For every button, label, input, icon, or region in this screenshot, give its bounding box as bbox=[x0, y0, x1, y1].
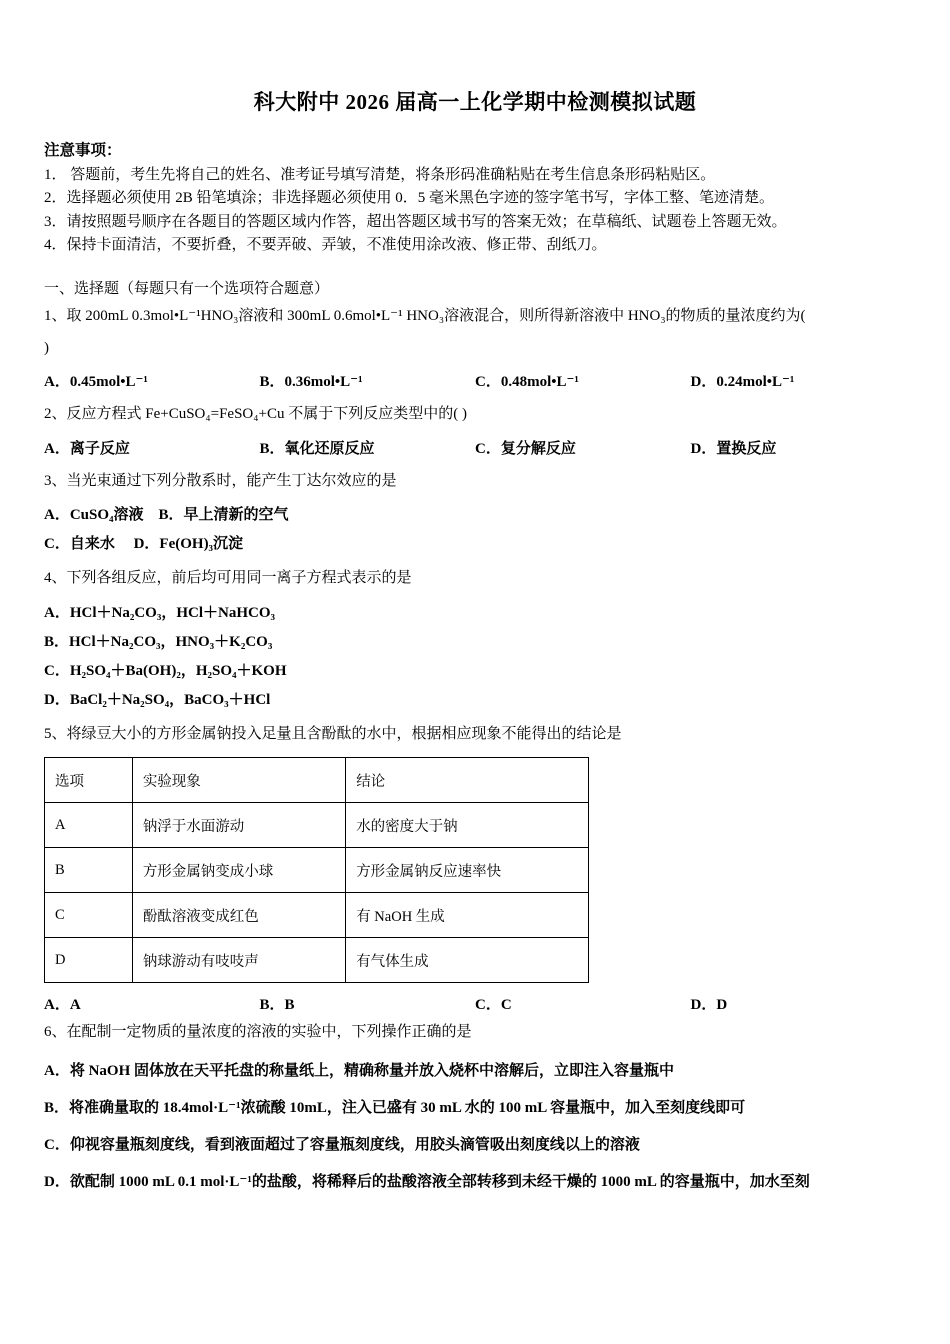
table-row bbox=[45, 803, 589, 848]
question-6-option-a[interactable]: A．将 NaOH 固体放在天平托盘的称量纸上，精确称量并放入烧杯中溶解后，立即注入容量瓶中 bbox=[44, 1062, 675, 1079]
notice-line-4: 4．保持卡面清洁，不要折叠，不要弄破、弄皱，不准使用涂改液、修正带、刮纸刀。 bbox=[44, 236, 607, 253]
question-5-option-c[interactable]: C．C bbox=[475, 997, 512, 1013]
table-cell-phenomenon: 钠浮于水面游动 bbox=[132, 803, 345, 848]
question-5-options bbox=[44, 993, 906, 1014]
question-2-stem: 2、反应方程式 Fe+CuSO₄=FeSO₄+Cu 不属于下列反应类型中的( ) bbox=[44, 406, 467, 422]
question-2-option-a[interactable]: A．离子反应 bbox=[44, 440, 130, 457]
question-4-option-b[interactable]: B．HCl＋Na₂CO₃，HNO₃＋K₂CO₃ bbox=[44, 633, 273, 650]
question-2-option-c[interactable]: C．复分解反应 bbox=[475, 440, 576, 457]
question-4-option-d[interactable]: D．BaCl₂＋Na₂SO₄，BaCO₃＋HCl bbox=[44, 691, 271, 708]
table-cell-option: D bbox=[45, 938, 133, 983]
table-row bbox=[45, 893, 589, 938]
question-5-option-a[interactable]: A．A bbox=[44, 997, 81, 1013]
question-6-stem: 6、在配制一定物质的量浓度的溶液的实验中，下列操作正确的是 bbox=[44, 1024, 472, 1040]
question-1-option-b[interactable]: B．0.36mol•L⁻¹ bbox=[259, 374, 363, 390]
table-cell-conclusion: 有 NaOH 生成 bbox=[346, 893, 589, 938]
question-3-options bbox=[44, 502, 906, 560]
table-header-row bbox=[45, 758, 589, 803]
question-1-option-a[interactable]: A．0.45mol•L⁻¹ bbox=[44, 374, 148, 390]
notice-line-2: 2．选择题必须使用 2B 铅笔填涂；非选择题必须使用 0．5 毫米黑色字迹的签字笔书写，字体工整、笔迹清楚。 bbox=[44, 190, 775, 207]
page-title: 科大附中 2026 届高一上化学期中检测模拟试题 bbox=[253, 90, 697, 114]
section-heading-choice: 一、选择题（每题只有一个选项符合题意） bbox=[44, 281, 330, 297]
table-header-option: 选项 bbox=[45, 758, 133, 803]
table-header-conclusion: 结论 bbox=[346, 758, 589, 803]
question-3-option-cd[interactable]: C．自来水 D．Fe(OH)₃沉淀 bbox=[44, 536, 244, 552]
question-1-stem-tail: ) bbox=[44, 339, 49, 356]
question-5-option-b[interactable]: B．B bbox=[259, 997, 295, 1013]
question-1-option-c[interactable]: C．0.48mol•L⁻¹ bbox=[475, 374, 579, 390]
question-3-stem: 3、当光束通过下列分散系时，能产生丁达尔效应的是 bbox=[44, 472, 397, 489]
table-cell-option: A bbox=[45, 803, 133, 848]
table-header-phenomenon: 实验现象 bbox=[132, 758, 345, 803]
question-1-option-d[interactable]: D．0.24mol•L⁻¹ bbox=[690, 374, 795, 390]
question-5-stem: 5、将绿豆大小的方形金属钠投入足量且含酚酞的水中，根据相应现象不能得出的结论是 bbox=[44, 725, 622, 742]
question-2-options bbox=[44, 436, 906, 463]
notice-heading: 注意事项： bbox=[44, 142, 122, 159]
notice-line-1: 1． 答题前，考生先将自己的姓名、准考证号填写清楚，将条形码准确粘贴在考生信息条形码粘贴区。 bbox=[44, 167, 716, 183]
question-4-stem: 4、下列各组反应，前后均可用同一离子方程式表示的是 bbox=[44, 570, 412, 586]
table-row bbox=[45, 848, 589, 893]
table-row bbox=[45, 938, 589, 983]
notice-line-3: 3．请按照题号顺序在各题目的答题区域内作答，超出答题区域书写的答案无效；在草稿纸、试题卷上答题无效。 bbox=[44, 213, 787, 230]
table-cell-phenomenon: 酚酞溶液变成红色 bbox=[132, 893, 345, 938]
table-cell-conclusion: 方形金属钠反应速率快 bbox=[346, 848, 589, 893]
question-2-option-d[interactable]: D．置换反应 bbox=[690, 440, 777, 457]
table-cell-phenomenon: 方形金属钠变成小球 bbox=[132, 848, 345, 893]
question-6-option-b[interactable]: B．将准确量取的 18.4mol·L⁻¹浓硫酸 10mL，注入已盛有 30 mL 水的 100 mL 容量瓶中，加入至刻度线即可 bbox=[44, 1099, 746, 1116]
table-cell-phenomenon: 钠球游动有吱吱声 bbox=[132, 938, 345, 983]
question-4-option-a[interactable]: A．HCl＋Na₂CO₃，HCl＋NaHCO₃ bbox=[44, 604, 275, 621]
question-6-option-c[interactable]: C．仰视容量瓶刻度线，看到液面超过了容量瓶刻度线，用胶头滴管吸出刻度线以上的溶液 bbox=[44, 1136, 640, 1153]
table-cell-conclusion: 有气体生成 bbox=[346, 938, 589, 983]
question-1-stem: 1、取 200mL 0.3mol•L⁻¹HNO₃溶液和 300mL 0.6mol•L⁻¹ HNO₃溶液混合，则所得新溶液中 HNO₃的物质的量浓度约为( bbox=[44, 308, 806, 324]
question-2-option-b[interactable]: B．氧化还原反应 bbox=[259, 440, 375, 457]
question-5-option-d[interactable]: D．D bbox=[690, 997, 728, 1013]
question-1-options bbox=[44, 369, 906, 396]
table-cell-option: C bbox=[45, 893, 133, 938]
table-cell-conclusion: 水的密度大于钠 bbox=[346, 803, 589, 848]
question-4-options bbox=[44, 600, 906, 716]
question-3-option-ab[interactable]: A．CuSO₄溶液 B．早上清新的空气 bbox=[44, 507, 289, 523]
question-6-options bbox=[44, 1059, 906, 1194]
table-cell-option: B bbox=[45, 848, 133, 893]
question-6-option-d[interactable]: D．欲配制 1000 mL 0.1 mol·L⁻¹的盐酸，将稀释后的盐酸溶液全部转移到未经干燥的 1000 mL 的容量瓶中，加水至刻 bbox=[44, 1173, 810, 1190]
question-4-option-c[interactable]: C．H₂SO₄＋Ba(OH)₂，H₂SO₄＋KOH bbox=[44, 662, 287, 679]
question-5-table bbox=[44, 757, 589, 983]
